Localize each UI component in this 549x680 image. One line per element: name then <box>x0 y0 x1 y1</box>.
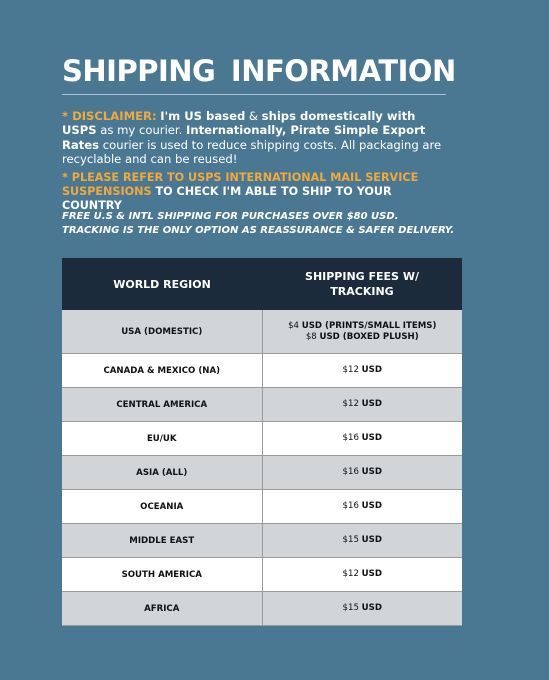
region-cell: ASIA (ALL) <box>62 456 263 489</box>
table-row <box>62 558 462 592</box>
fee-unit: USD <box>361 535 382 545</box>
fee-amount: $12 <box>342 399 359 409</box>
region-cell: CENTRAL AMERICA <box>62 388 263 421</box>
fee-cell <box>263 422 463 455</box>
region-cell: EU/UK <box>62 422 263 455</box>
region-cell: AFRICA <box>62 592 263 625</box>
header-world-region: WORLD REGION <box>113 277 211 291</box>
usps-notice-white: TO CHECK I'M ABLE TO SHIP TO YOUR COUNTRY <box>62 185 392 213</box>
fee-unit: USD <box>361 433 382 443</box>
disclaimer-text-2: as my courier. <box>96 123 186 138</box>
region-cell: CANADA & MEXICO (NA) <box>62 354 263 387</box>
fee-line-2 <box>306 332 419 343</box>
fee-unit: USD <box>361 603 382 613</box>
table-row <box>62 524 462 558</box>
fee-amount: $8 <box>305 331 317 342</box>
fee-amount: $15 <box>342 603 359 613</box>
page-title: SHIPPING INFORMATION <box>62 54 456 88</box>
header-shipping-fees-text: SHIPPING FEES W/ TRACKING <box>305 270 419 298</box>
fee-unit: USD <box>361 365 382 375</box>
fee-cell <box>263 388 463 421</box>
fee-amount: $15 <box>342 535 359 545</box>
fee-line-1 <box>288 321 436 332</box>
table-header <box>62 258 462 310</box>
fee-unit: USD (BOXED PLUSH) <box>319 331 419 342</box>
fee-unit: USD (PRINTS/SMALL ITEMS) <box>301 320 437 331</box>
fee-amount: $16 <box>342 501 359 511</box>
header-shipping-fees <box>262 258 462 310</box>
table-row <box>62 592 462 626</box>
fee-amount: $12 <box>342 365 359 375</box>
table-row <box>62 310 462 354</box>
fee-amount: $16 <box>342 433 359 443</box>
fee-cell <box>263 592 463 625</box>
region-cell: USA (DOMESTIC) <box>62 310 263 353</box>
table-row <box>62 422 462 456</box>
fee-amount: $16 <box>342 467 359 477</box>
disclaimer-pirate: Internationally, Pirate Simple Export Rates <box>62 123 426 152</box>
table-row <box>62 490 462 524</box>
fee-cell <box>263 490 463 523</box>
usps-notice-orange: * PLEASE REFER TO USPS INTERNATIONAL MAIL SERVICE SUSPENSIONS <box>62 171 419 199</box>
fee-unit: USD <box>361 399 382 409</box>
region-cell: MIDDLE EAST <box>62 524 263 557</box>
disclaimer-label: * DISCLAIMER: <box>62 109 157 123</box>
free-shipping-line-2: TRACKING IS THE ONLY OPTION AS REASSURANCE & SAFER DELIVERY. <box>62 224 455 236</box>
fee-cell <box>263 456 463 489</box>
fee-cell <box>263 354 463 387</box>
table-row <box>62 456 462 490</box>
region-cell: OCEANIA <box>62 490 263 523</box>
fee-amount: $4 <box>288 320 300 331</box>
free-shipping-line-1: FREE U.S & INTL SHIPPING FOR PURCHASES OVER $80 USD. <box>62 211 399 222</box>
usps-notice <box>62 171 452 214</box>
table-row <box>62 388 462 422</box>
disclaimer-us-based: I'm US based <box>160 109 246 123</box>
fee-unit: USD <box>361 501 382 511</box>
table-row <box>62 354 462 388</box>
disclaimer-usps: ships domestically with USPS <box>62 109 416 138</box>
disclaimer-paragraph <box>62 109 448 167</box>
fee-unit: USD <box>361 467 382 477</box>
disclaimer-text-3: courier is used to reduce shipping costs. All packaging are recyclable and can be reused! <box>62 137 442 167</box>
fee-cell <box>263 558 463 591</box>
fee-amount: $12 <box>342 569 359 579</box>
fee-cell <box>263 524 463 557</box>
fee-unit: USD <box>361 569 382 579</box>
fee-cell <box>263 310 463 353</box>
free-shipping-note <box>62 210 482 237</box>
region-cell: SOUTH AMERICA <box>62 558 263 591</box>
shipping-table <box>62 258 462 626</box>
disclaimer-text-1: & <box>245 109 262 123</box>
title-divider <box>62 94 446 95</box>
